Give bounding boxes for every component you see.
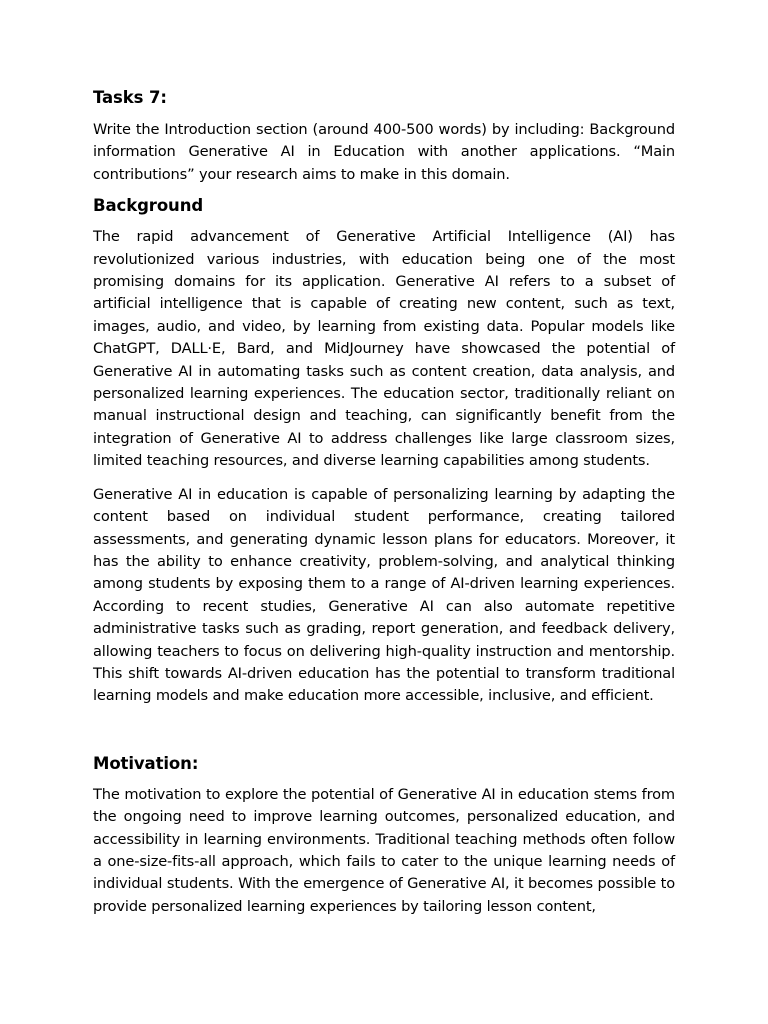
background-paragraph: Generative AI in education is capable of personalizing learning by adapting the content based on individual student performance, creating tailored assessments, and generating dynamic lesson plans for educators. Moreover, it has the ability to enhance creativity, problem-solving, and analytical thinking among students by exposing them to a range of AI-driven learning experiences. According to recent studies, Generative AI can also automate repetitive administrative tasks such as grading, report generation, and feedback delivery, allowing teachers to focus on delivering high-quality instruction and mentorship. This shift towards AI-driven education has the potential to transform traditional learning models and make education more accessible, inclusive, and efficient.	[93, 485, 675, 705]
motivation-heading: Motivation:	[93, 753, 199, 773]
task-heading: Tasks 7:	[93, 88, 167, 107]
background-paragraph: The rapid advancement of Generative Artificial Intelligence (AI) has revolutionized various industries, with education being one of the most promising domains for its application. Generative AI refers to a subset of artificial intelligence that is capable of creating new content, such as text, images, audio, and video, by learning from existing data. Popular models like ChatGPT, DALL·E, Bard, and MidJourney have showcased the potential of Generative AI in automating tasks such as content creation, data analysis, and personalized learning experiences. The education sector, traditionally reliant on manual instructional design and teaching, can significantly benefit from the integration of Generative AI to address challenges like large classroom sizes, limited teaching resources, and diverse learning capabilities among students.	[93, 228, 675, 470]
intro-paragraph: Write the Introduction section (around 400-500 words) by including: Background information Generative AI in Education with another applications. “Main contributions” your research aims to make in this domain.	[93, 121, 675, 183]
motivation-paragraph: The motivation to explore the potential of Generative AI in education stems from the ongoing need to improve learning outcomes, personalized education, and accessibility in learning environments. Traditional teaching methods often follow a one-size-fits-all approach, which fails to cater to the unique learning needs of individual students. With the emergence of Generative AI, it becomes possible to provide personalized learning experiences by tailoring lesson content,	[93, 785, 675, 915]
background-heading: Background	[93, 196, 204, 216]
